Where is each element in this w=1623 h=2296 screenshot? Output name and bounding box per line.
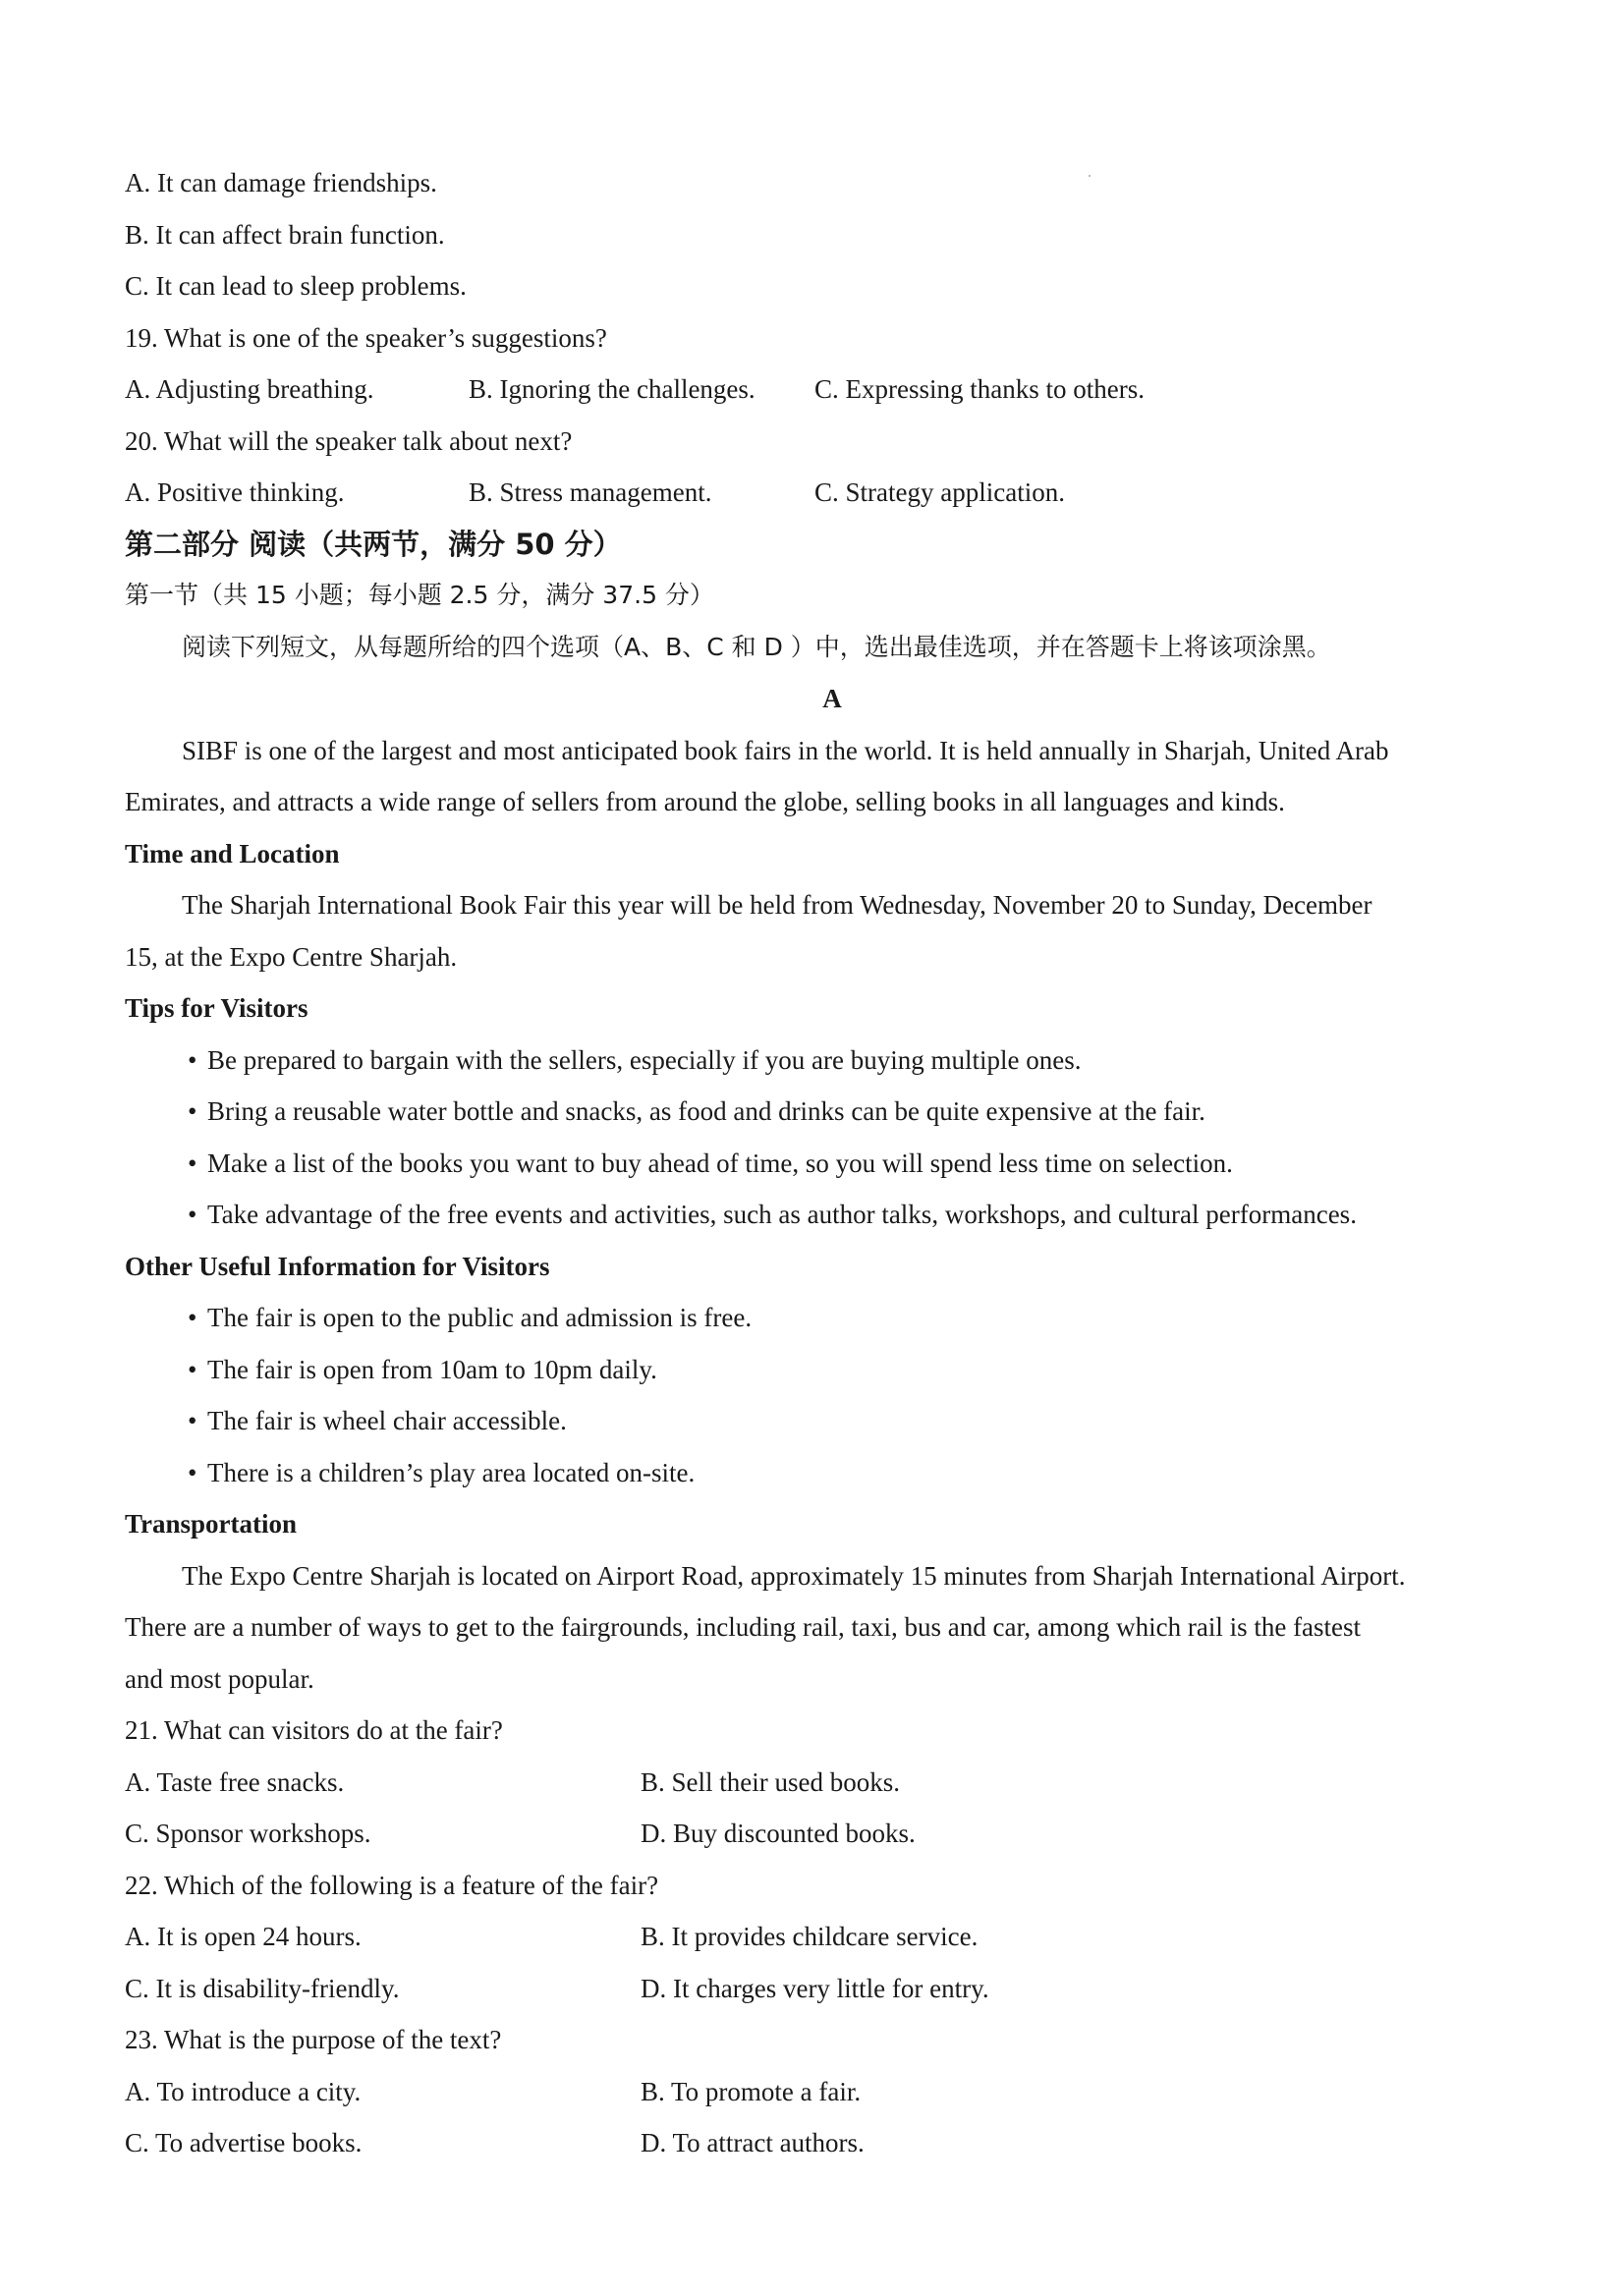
reading-instructions: 阅读下列短文，从每题所给的四个选项（A、B、C 和 D ）中，选出最佳选项，并在答题卡上将该项涂黑。: [182, 632, 1331, 661]
q23-option-a: A. To introduce a city.: [125, 2076, 362, 2106]
q18-option-c: C. It can lead to sleep problems.: [125, 271, 467, 301]
tip-text: Be prepared to bargain with the sellers, especially if you are buying multiple ones.: [207, 1044, 1082, 1075]
bullet-icon: •: [188, 1406, 197, 1435]
other-info-text: The fair is wheel chair accessible.: [207, 1406, 567, 1435]
time-location-heading: Time and Location: [125, 838, 340, 868]
q20-options: [125, 467, 1539, 519]
q20-option-a: A. Positive thinking.: [125, 477, 345, 507]
q21-options-row1: [125, 1757, 1539, 1809]
bullet-icon: •: [188, 1457, 197, 1487]
q21-stem: 21. What can visitors do at the fair?: [125, 1715, 503, 1745]
tip-text: Make a list of the books you want to buy ahead of time, so you will spend less time on selection.: [207, 1148, 1233, 1178]
q21-options-row2: [125, 1808, 1539, 1860]
other-info-text: There is a children’s play area located on-site.: [207, 1457, 696, 1487]
q22-option-b: B. It provides childcare service.: [641, 1922, 979, 1951]
q22-options-row2: [125, 1963, 1539, 2015]
q19-option-b: B. Ignoring the challenges.: [469, 374, 756, 404]
passage-letter: A: [822, 684, 842, 713]
passage-intro-line1: SIBF is one of the largest and most anticipated book fairs in the world. It is held annually in Sharjah, United Arab: [182, 735, 1389, 765]
time-location-line2: 15, at the Expo Centre Sharjah.: [125, 941, 458, 972]
tip-text: Take advantage of the free events and activities, such as author talks, workshops, and cultural performances.: [207, 1200, 1357, 1229]
tip-item: [125, 1086, 1539, 1138]
q22-stem: 22. Which of the following is a feature of the fair?: [125, 1870, 659, 1900]
part2-title: 第二部分 阅读（共两节，满分 50 分）: [125, 527, 622, 561]
tip-item: [125, 1035, 1539, 1087]
q22-option-c: C. It is disability-friendly.: [125, 1973, 400, 2003]
q23-option-b: B. To promote a fair.: [641, 2076, 862, 2106]
tip-item: [125, 1189, 1539, 1241]
q19-stem: 19. What is one of the speaker’s suggestions?: [125, 322, 607, 353]
q21-option-d: D. Buy discounted books.: [641, 1819, 916, 1848]
tip-text: Bring a reusable water bottle and snacks, as food and drinks can be quite expensive at the fair.: [207, 1096, 1205, 1126]
other-info-item: [125, 1292, 1539, 1344]
q21-option-c: C. Sponsor workshops.: [125, 1819, 371, 1848]
bullet-icon: •: [188, 1354, 197, 1384]
q23-option-c: C. To advertise books.: [125, 2128, 363, 2157]
q23-stem: 23. What is the purpose of the text?: [125, 2025, 502, 2054]
bullet-icon: •: [188, 1200, 197, 1229]
q19-option-c: C. Expressing thanks to others.: [814, 374, 1145, 404]
q19-option-a: A. Adjusting breathing.: [125, 374, 374, 404]
other-info-text: The fair is open to the public and admission is free.: [207, 1303, 753, 1332]
q20-option-b: B. Stress management.: [469, 477, 712, 507]
passage-intro-line2: Emirates, and attracts a wide range of sellers from around the globe, selling books in all languages and kinds.: [125, 787, 1285, 816]
bullet-icon: •: [188, 1148, 197, 1178]
q21-option-a: A. Taste free snacks.: [125, 1766, 345, 1797]
q22-option-a: A. It is open 24 hours.: [125, 1922, 362, 1951]
section1-heading: 第一节（共 15 小题；每小题 2.5 分，满分 37.5 分）: [125, 581, 714, 609]
q22-options-row1: [125, 1911, 1539, 1963]
other-info-heading: Other Useful Information for Visitors: [125, 1251, 550, 1281]
q18-option-b: B. It can affect brain function.: [125, 219, 445, 250]
q21-option-b: B. Sell their used books.: [641, 1766, 900, 1797]
q22-option-d: D. It charges very little for entry.: [641, 1973, 989, 2003]
time-location-line1: The Sharjah International Book Fair this year will be held from Wednesday, November 20 to Sunday, December: [182, 890, 1372, 920]
tip-item: [125, 1138, 1539, 1190]
transportation-heading: Transportation: [125, 1509, 298, 1539]
q23-options-row1: [125, 2066, 1539, 2118]
q23-option-d: D. To attract authors.: [641, 2128, 865, 2157]
transportation-line2: There are a number of ways to get to the fairgrounds, including rail, taxi, bus and car, among which rail is the fastest: [125, 1612, 1362, 1642]
other-info-item: [125, 1447, 1539, 1499]
exam-page: [125, 157, 1539, 2169]
tips-heading: Tips for Visitors: [125, 993, 308, 1023]
transportation-line3: and most popular.: [125, 1663, 314, 1694]
other-info-item: [125, 1344, 1539, 1396]
q20-option-c: C. Strategy application.: [814, 477, 1065, 507]
other-info-text: The fair is open from 10am to 10pm daily.: [207, 1354, 657, 1384]
bullet-icon: •: [188, 1044, 197, 1075]
bullet-icon: •: [188, 1303, 197, 1332]
q23-options-row2: [125, 2117, 1539, 2169]
other-info-item: [125, 1395, 1539, 1447]
q20-stem: 20. What will the speaker talk about next?: [125, 425, 573, 456]
transportation-line1: The Expo Centre Sharjah is located on Airport Road, approximately 15 minutes from Sharjah International Airport.: [182, 1560, 1406, 1591]
q18-option-a: A. It can damage friendships.: [125, 168, 437, 197]
bullet-icon: •: [188, 1096, 197, 1126]
q19-options: [125, 364, 1539, 416]
